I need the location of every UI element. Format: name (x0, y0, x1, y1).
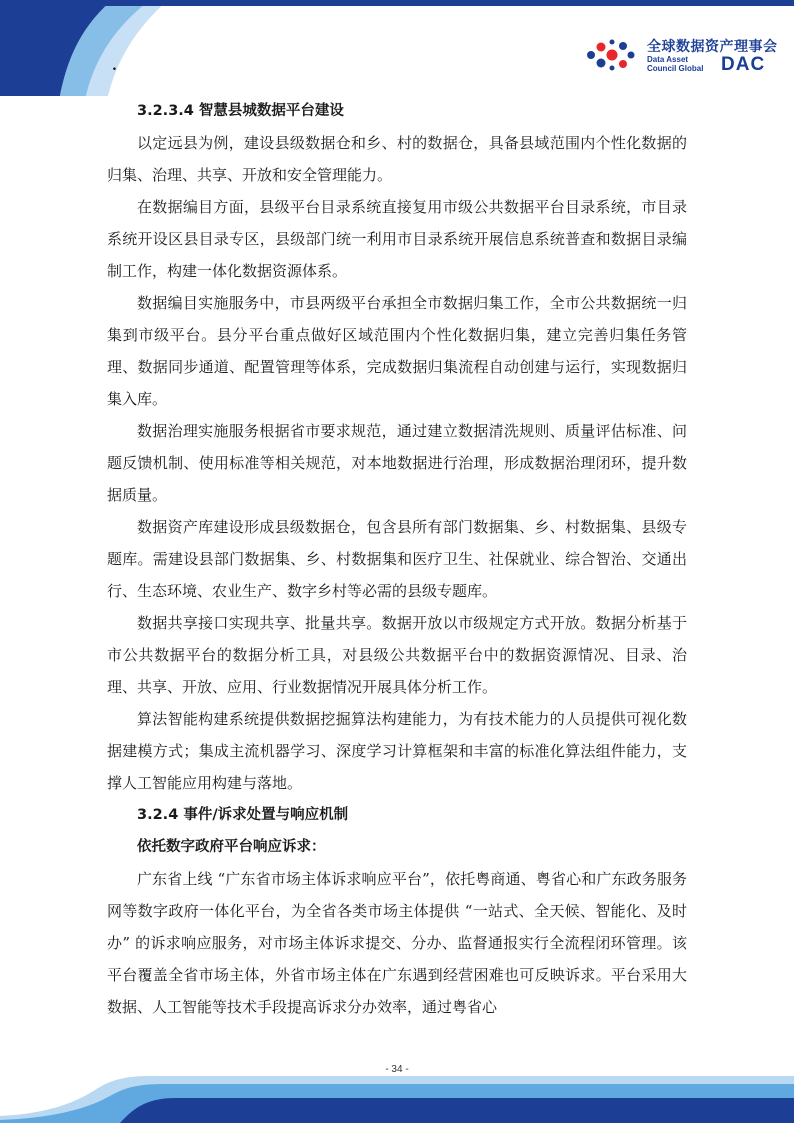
logo-english-line1: Data Asset (647, 55, 689, 64)
paragraph: 数据治理实施服务根据省市要求规范，通过建立数据清洗规则、质量评估标准、问题反馈机制、使用标准等相关规范，对本地数据进行治理，形成数据治理闭环，提升数据质量。 (107, 422, 687, 504)
paragraph: 数据资产库建设形成县级数据仓，包含县所有部门数据集、乡、村数据集、县级专题库。需建设县部门数据集、乡、村数据集和医疗卫生、社保就业、综合智治、交通出行、生态环境、农业生产、数字乡村等必需的县级专题库。 (107, 518, 687, 600)
logo-english-line2: Council Global (647, 64, 704, 73)
logo-chinese-name: 全球数据资产理事会 (647, 39, 778, 55)
page-number: - 34 - (385, 1064, 409, 1075)
document-body (107, 95, 687, 1023)
paragraph: 算法智能构建系统提供数据挖掘算法构建能力，为有技术能力的人员提供可视化数据建模方式；集成主流机器学习、深度学习计算框架和丰富的标准化算法组件能力，支撑人工智能应用构建与落地。 (107, 710, 687, 792)
paragraph: 以定远县为例，建设县级数据仓和乡、村的数据仓，具备县域范围内个性化数据的归集、治理、共享、开放和安全管理能力。 (107, 134, 687, 184)
paragraph: 在数据编目方面，县级平台目录系统直接复用市级公共数据平台目录系统，市目录系统开设区县目录专区，县级部门统一利用市目录系统开展信息系统普查和数据目录编制工作，构建一体化数据资源体系。 (107, 198, 687, 280)
paragraph: 广东省上线 “广东省市场主体诉求响应平台”，依托粤商通、粤省心和广东政务服务网等数字政府一体化平台，为全省各类市场主体提供 “一站式、全天候、智能化、及时办” 的诉求响应服务，对市场主体诉求提交、分办、监督通报实行全流程闭环管理。该平台覆盖全省市场主体，外省市场主体在广东遇到经营困难也可反映诉求。平台采用大数据、人工智能等技术手段提高诉求分办效率，通过粤省心 (107, 870, 687, 1016)
section-3-2-3-4 (107, 95, 687, 799)
footer-decoration (0, 1076, 794, 1123)
paragraph: 数据编目实施服务中，市县两级平台承担全市数据归集工作，全市公共数据统一归集到市级平台。县分平台重点做好区域范围内个性化数据归集，建立完善归集任务管理、数据同步通道、配置管理等体系，完成数据归集流程自动创建与运行，实现数据归集入库。 (107, 294, 687, 408)
section-heading: 3.2.3.4 智慧县城数据平台建设 (137, 103, 344, 119)
logo-english-name (647, 55, 717, 73)
paragraph: 数据共享接口实现共享、批量共享。数据开放以市级规定方式开放。数据分析基于市公共数据平台的数据分析工具，对县级公共数据平台中的数据资源情况、目录、治理、共享、开放、应用、行业数据情况开展具体分析工作。 (107, 614, 687, 696)
header-marker: . (112, 58, 117, 74)
corner-decoration (0, 0, 200, 96)
section-subheading: 依托数字政府平台响应诉求： (137, 839, 326, 855)
section-3-2-4 (107, 799, 687, 1023)
logo-abbreviation: DAC (721, 54, 766, 75)
top-bar (0, 0, 794, 8)
section-heading: 3.2.4 事件/诉求处置与响应机制 (137, 807, 349, 823)
logo-dots-icon (585, 38, 635, 72)
dac-logo (585, 36, 785, 76)
